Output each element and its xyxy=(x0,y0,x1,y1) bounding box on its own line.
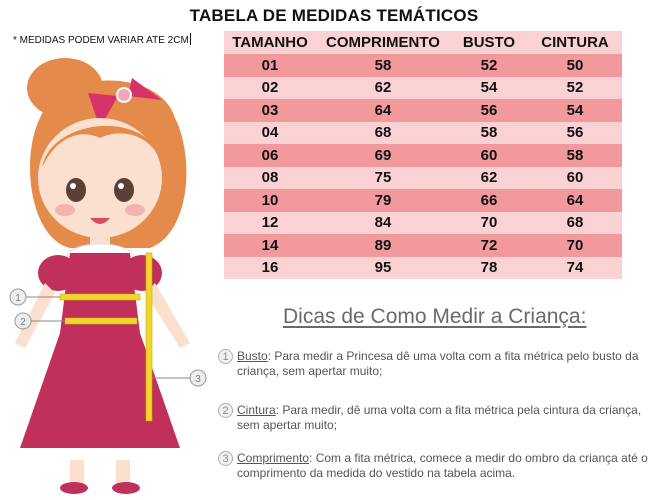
cell-bust: 78 xyxy=(450,257,528,280)
tip-text xyxy=(237,403,658,433)
cell-waist: 70 xyxy=(528,234,622,257)
cell-bust: 52 xyxy=(450,54,528,77)
cell-waist: 50 xyxy=(528,54,622,77)
table-row xyxy=(224,212,622,235)
cell-waist: 54 xyxy=(528,99,622,122)
tip-number-badge: 3 xyxy=(218,451,233,466)
cell-waist: 60 xyxy=(528,167,622,190)
header-tamanho: TAMANHO xyxy=(224,31,316,54)
cell-waist: 52 xyxy=(528,77,622,100)
measurement-note xyxy=(13,33,191,46)
table-row xyxy=(224,144,622,167)
note-text: * MEDIDAS PODEM VARIAR ATE 2CM xyxy=(13,35,189,46)
cell-waist: 64 xyxy=(528,189,622,212)
table-row xyxy=(224,99,622,122)
cell-length: 58 xyxy=(316,54,450,77)
cell-length: 64 xyxy=(316,99,450,122)
tips-title: Dicas de Como Medir a Criança: xyxy=(283,305,587,328)
cell-length: 62 xyxy=(316,77,450,100)
header-comprimento: COMPRIMENTO xyxy=(316,31,450,54)
table-row xyxy=(224,189,622,212)
cell-length: 89 xyxy=(316,234,450,257)
cell-length: 84 xyxy=(316,212,450,235)
cell-size: 08 xyxy=(224,167,316,190)
header-busto: BUSTO xyxy=(450,31,528,54)
cell-size: 01 xyxy=(224,54,316,77)
table-row xyxy=(224,77,622,100)
face-icon xyxy=(38,118,162,238)
cell-waist: 68 xyxy=(528,212,622,235)
cell-length: 69 xyxy=(316,144,450,167)
marker-1-label: 1 xyxy=(15,293,21,304)
table-row xyxy=(224,257,622,280)
tip-number-badge: 1 xyxy=(218,349,233,364)
cell-waist: 58 xyxy=(528,144,622,167)
marker-3-label: 3 xyxy=(195,374,201,385)
cell-bust: 66 xyxy=(450,189,528,212)
cell-size: 02 xyxy=(224,77,316,100)
tip-description: : Com a fita métrica, comece a medir do ombro da criança até o comprimento da medida do vestido na tabela acima. xyxy=(237,451,648,480)
tip-waist xyxy=(218,403,658,433)
cell-size: 03 xyxy=(224,99,316,122)
cell-bust: 70 xyxy=(450,212,528,235)
table-row xyxy=(224,234,622,257)
tip-description: : Para medir, dê uma volta com a fita métrica pela cintura da criança, sem apertar muito; xyxy=(237,403,642,432)
tip-keyword: Cintura xyxy=(237,403,276,417)
cell-bust: 72 xyxy=(450,234,528,257)
cell-length: 68 xyxy=(316,122,450,145)
tip-keyword: Comprimento xyxy=(237,451,310,465)
tip-keyword: Busto xyxy=(237,349,268,363)
tip-length xyxy=(218,451,658,481)
tip-text xyxy=(237,451,658,481)
cell-bust: 62 xyxy=(450,167,528,190)
table-row xyxy=(224,167,622,190)
header-cintura: CINTURA xyxy=(528,31,622,54)
cell-waist: 74 xyxy=(528,257,622,280)
cell-size: 14 xyxy=(224,234,316,257)
tip-description: : Para medir a Princesa dê uma volta com a fita métrica pelo busto da criança, sem apertar muito; xyxy=(237,349,639,378)
tip-bust xyxy=(218,349,658,379)
girl-illustration xyxy=(0,48,215,498)
text-cursor xyxy=(190,33,191,45)
table-row xyxy=(224,54,622,77)
cell-bust: 56 xyxy=(450,99,528,122)
dress-icon xyxy=(18,253,182,466)
cell-bust: 58 xyxy=(450,122,528,145)
cell-length: 79 xyxy=(316,189,450,212)
cell-size: 16 xyxy=(224,257,316,280)
cell-size: 12 xyxy=(224,212,316,235)
tip-number-badge: 2 xyxy=(218,403,233,418)
size-table xyxy=(224,31,622,279)
cell-size: 04 xyxy=(224,122,316,145)
tip-text xyxy=(237,349,658,379)
page-title: TABELA DE MEDIDAS TEMÁTICOS xyxy=(189,6,479,25)
cell-length: 95 xyxy=(316,257,450,280)
cell-length: 75 xyxy=(316,167,450,190)
marker-3 xyxy=(190,370,206,386)
cell-bust: 54 xyxy=(450,77,528,100)
table-row xyxy=(224,122,622,145)
marker-2 xyxy=(15,313,31,329)
marker-1 xyxy=(10,289,26,305)
cell-size: 10 xyxy=(224,189,316,212)
cell-bust: 60 xyxy=(450,144,528,167)
marker-2-label: 2 xyxy=(20,317,26,328)
cell-waist: 56 xyxy=(528,122,622,145)
table-header-row xyxy=(224,31,622,54)
cell-size: 06 xyxy=(224,144,316,167)
